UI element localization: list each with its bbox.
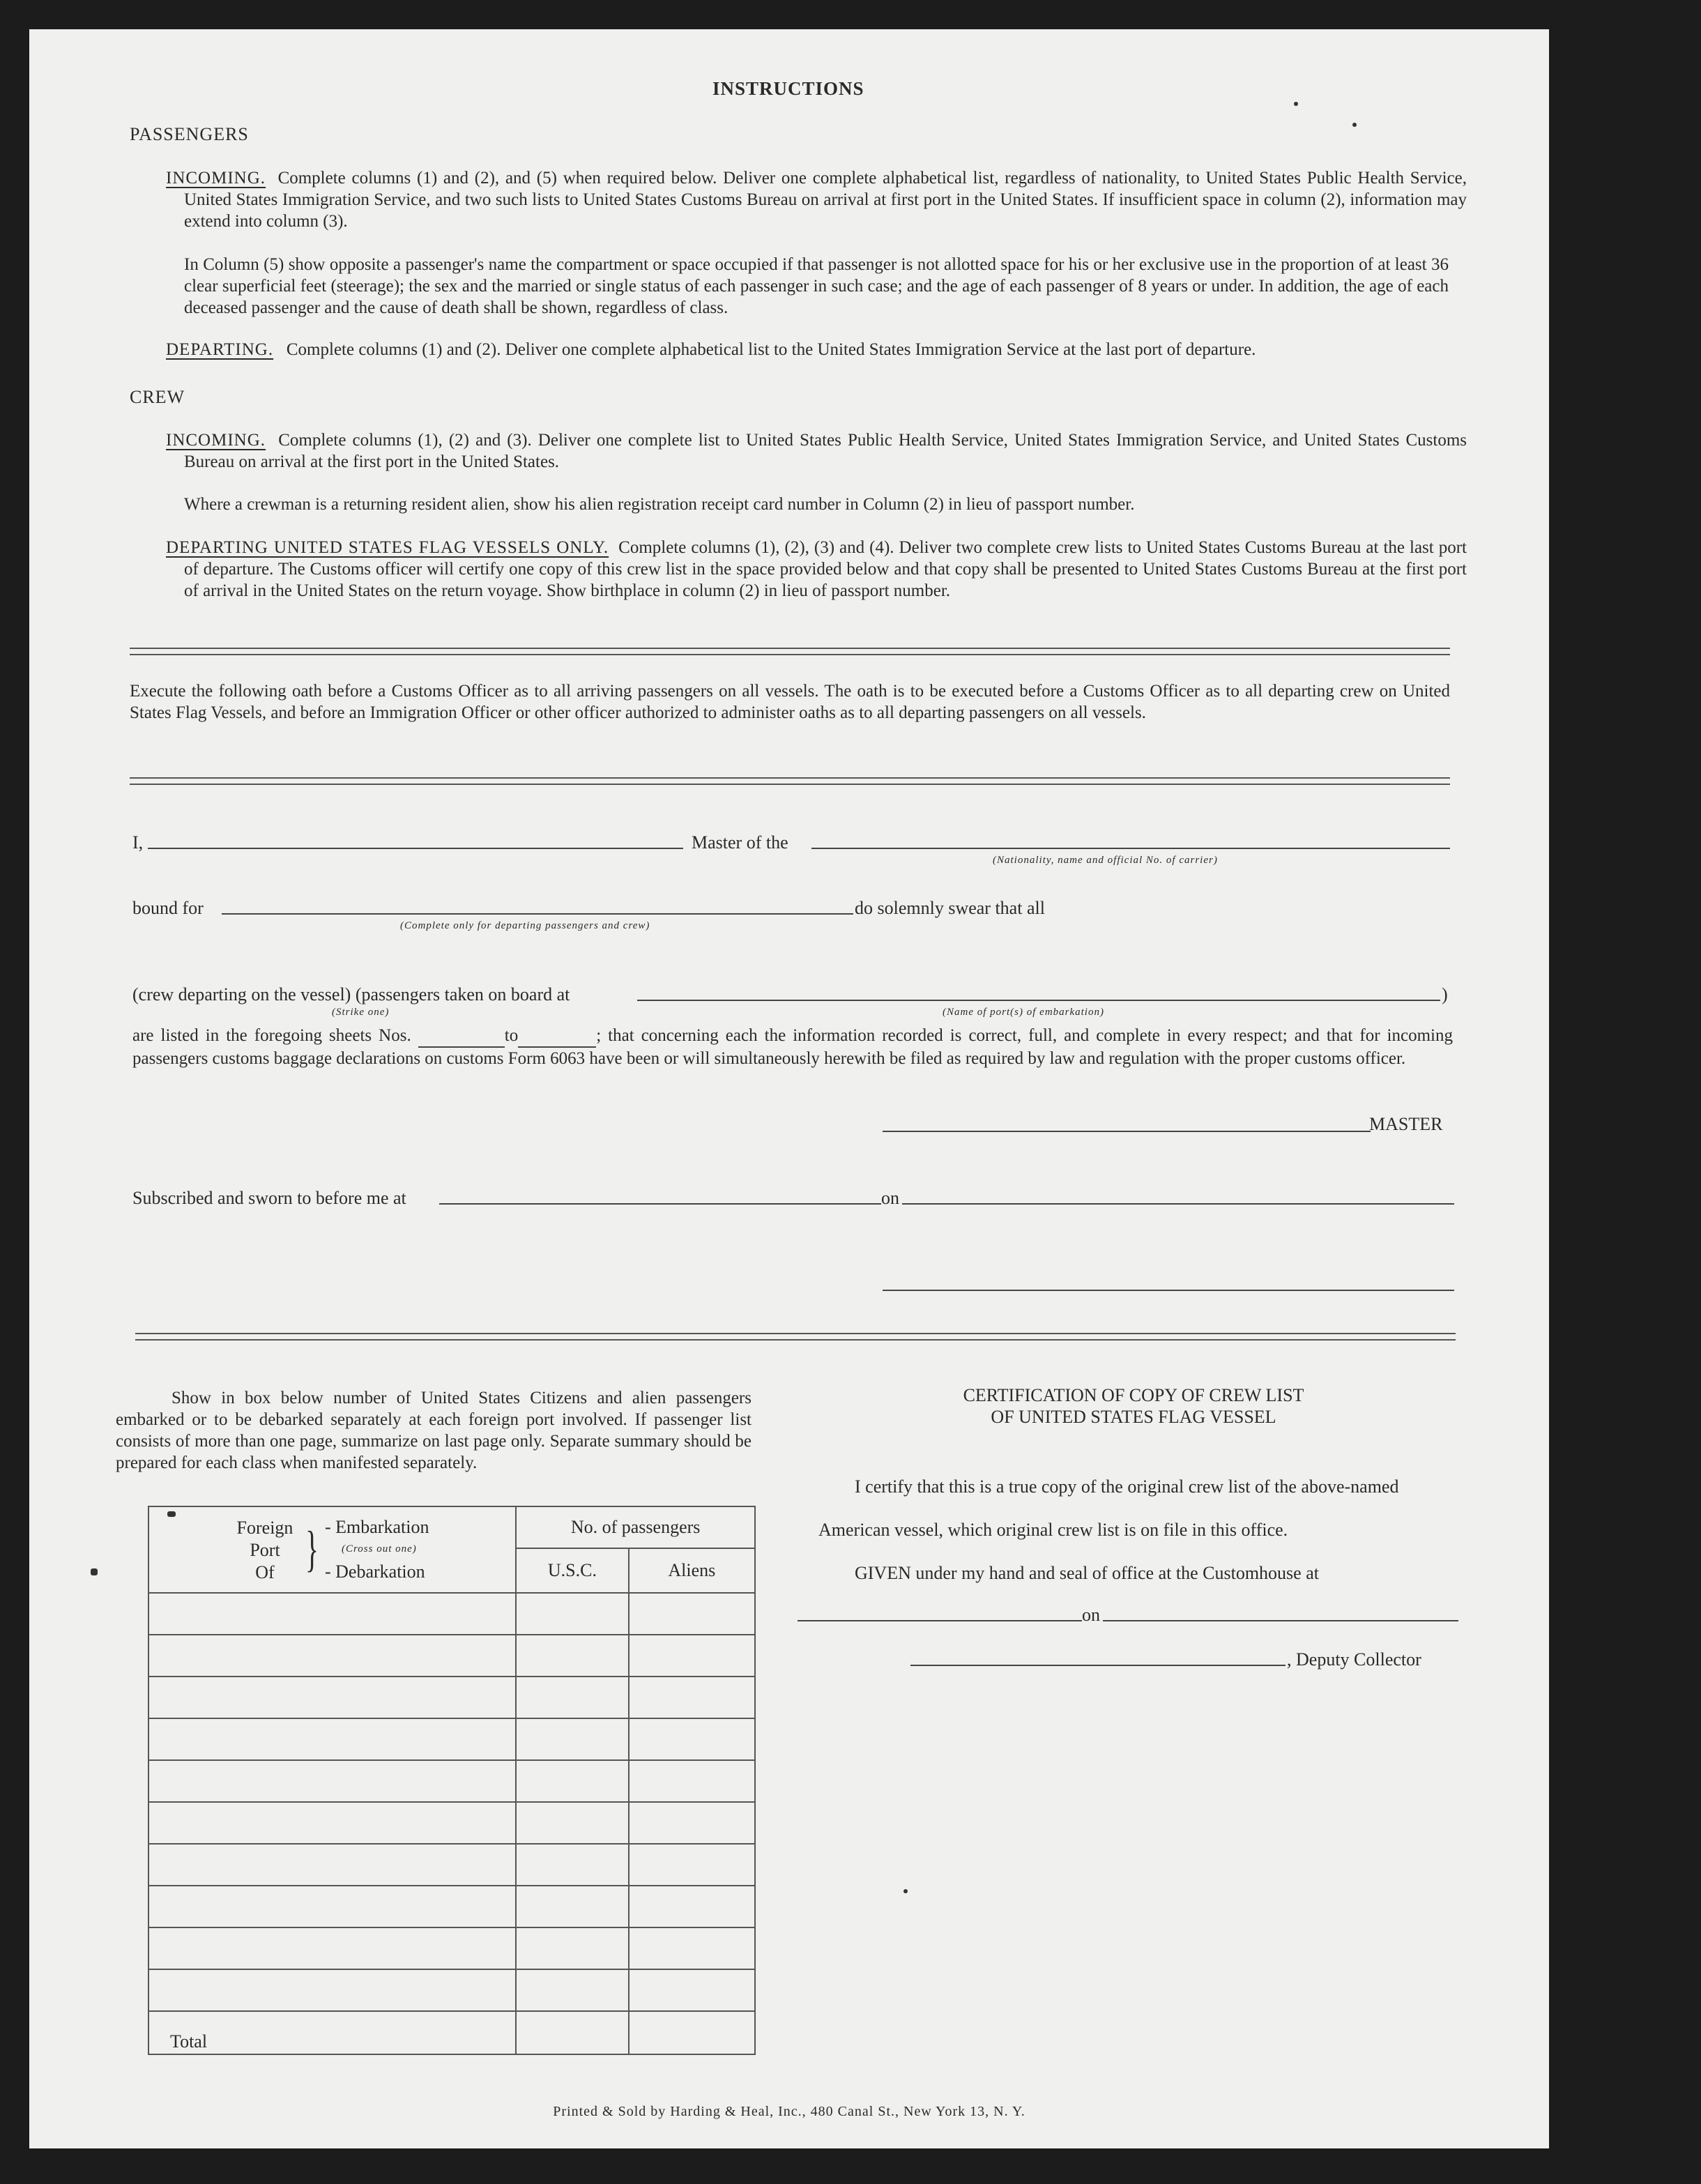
officer-signature-field[interactable]	[883, 1290, 1454, 1291]
aliens-cell[interactable]	[629, 1718, 755, 1760]
crew-incoming-label: INCOMING.	[166, 431, 266, 450]
sheets-label: are listed in the foregoing sheets Nos.	[132, 1026, 411, 1045]
to-label: to	[504, 1026, 519, 1045]
port-cell[interactable]	[148, 1844, 516, 1886]
usc-cell[interactable]	[516, 1927, 628, 1969]
usc-cell[interactable]	[516, 1969, 628, 2011]
crew-resident-instructions: Where a crewman is a returning resident alien, show his alien registration receipt card number in Column (2) in lieu of passport number.	[184, 495, 1135, 514]
usc-cell[interactable]	[516, 1760, 628, 1802]
passengers-departing-instructions	[166, 339, 1449, 360]
table-row	[148, 1677, 755, 1718]
bound-for-caption: (Complete only for departing passengers and crew)	[400, 920, 650, 931]
crew-incoming-instructions	[166, 429, 1467, 473]
summary-instructions: Show in box below number of United States Citizens and alien passengers embarked or to be debarked separately at each foreign port involved. If passenger list consists of more than one page, summarize on last page only. Separate summary should be prepared for each class when manifested separately.	[116, 1389, 752, 1472]
port-label: Port	[250, 1540, 280, 1560]
aliens-cell[interactable]	[629, 1844, 755, 1886]
port-cell[interactable]	[148, 1969, 516, 2011]
section-divider	[130, 648, 1450, 655]
sheet-to-field[interactable]	[518, 1025, 596, 1048]
solemnly-swear-label: do solemnly swear that all	[855, 898, 1045, 918]
page-title: INSTRUCTIONS	[712, 78, 864, 99]
column5-instructions: In Column (5) show opposite a passenger's name the compartment or space occupied if that passenger is not allotted space for his or her exclusive use in the proportion of at least 36 clear superficial feet (steerage); the sex and the married or single status of each passenger in such case; and the age of each passenger of 8 years or under. In addition, the age of each deceased passenger and the cause of death shall be shown, regardless of class.	[184, 255, 1449, 317]
crew-departing-instructions	[166, 537, 1467, 602]
certification-title-line2: OF UNITED STATES FLAG VESSEL	[991, 1407, 1276, 1427]
scan-speck	[1352, 123, 1357, 127]
sworn-date-field[interactable]	[902, 1203, 1454, 1205]
deputy-collector-label: , Deputy Collector	[1287, 1649, 1421, 1670]
aliens-total-cell[interactable]	[629, 2011, 755, 2054]
master-label: MASTER	[1369, 1114, 1443, 1134]
passengers-incoming-text: Complete columns (1) and (2), and (5) when required below. Deliver one complete alphabetical list, regardless of nationality, to United States Public Health Service, United States Immigration Service, and two such lists to United States Customs Bureau on arrival at first port in the United States. If insufficient space in column (2), information may extend into column (3).	[184, 169, 1467, 231]
total-label: Total	[148, 2011, 516, 2054]
table-row	[148, 1969, 755, 2011]
table-row	[148, 1927, 755, 1969]
aliens-cell[interactable]	[629, 1886, 755, 1927]
foreign-port-header	[148, 1506, 516, 1593]
oath-i-label: I,	[132, 832, 144, 853]
scan-speck	[167, 1511, 176, 1517]
certification-line2: American vessel, which original crew list is on file in this office.	[818, 1520, 1288, 1540]
certification-date-field[interactable]	[1103, 1620, 1458, 1621]
debarkation-label: - Debarkation	[325, 1561, 425, 1582]
carrier-field[interactable]	[811, 848, 1450, 849]
usc-total-cell[interactable]	[516, 2011, 628, 2054]
certification-line1: I certify that this is a true copy of the original crew list of the above-named	[855, 1476, 1399, 1497]
master-of-the-label: Master of the	[692, 832, 788, 853]
certification-title	[855, 1384, 1412, 1428]
section-divider	[135, 1333, 1456, 1341]
oath-instructions: Execute the following oath before a Customs Officer as to all arriving passengers on all vessels. The oath is to be executed before a Customs Officer as to all departing crew on United States Flag Vessels, and before an Immigration Officer or other officer authorized to administer oaths as to all departing passengers on all vessels.	[130, 682, 1450, 722]
certification-title-line1: CERTIFICATION OF COPY OF CREW LIST	[963, 1385, 1304, 1405]
port-cell[interactable]	[148, 1886, 516, 1927]
usc-cell[interactable]	[516, 1886, 628, 1927]
port-cell[interactable]	[148, 1677, 516, 1718]
embarkation-ports-field[interactable]	[637, 1000, 1440, 1001]
passengers-incoming-label: INCOMING.	[166, 169, 266, 188]
aliens-cell[interactable]	[629, 1802, 755, 1844]
cross-out-caption: (Cross out one)	[342, 1543, 417, 1555]
aliens-cell[interactable]	[629, 1635, 755, 1677]
table-row	[148, 1802, 755, 1844]
passenger-summary-table	[148, 1506, 756, 2055]
sworn-on-label: on	[881, 1188, 899, 1208]
table-row	[148, 1886, 755, 1927]
crew-passengers-label: (crew departing on the vessel) (passengers taken on board at	[132, 984, 570, 1005]
certification-line3: GIVEN under my hand and seal of office at the Customhouse at	[855, 1563, 1319, 1583]
strike-one-caption: (Strike one)	[332, 1007, 390, 1018]
passengers-incoming-instructions	[166, 167, 1467, 232]
aliens-cell[interactable]	[629, 1593, 755, 1635]
no-of-passengers-header: No. of passengers	[516, 1506, 755, 1548]
master-signature-field[interactable]	[883, 1131, 1371, 1132]
aliens-cell[interactable]	[629, 1969, 755, 2011]
deputy-collector-signature-field[interactable]	[910, 1665, 1286, 1666]
close-paren: )	[1442, 984, 1448, 1005]
sheets-statement-text: ; that concerning each the information recorded is correct, full, and complete in every respect; and that for incoming passengers customs baggage declarations on customs Form 6063 have been or will simultaneously herewith be filed as required by law and regulation with the proper customs officer.	[132, 1026, 1453, 1068]
carrier-caption: (Nationality, name and official No. of carrier)	[993, 855, 1218, 866]
section-divider	[130, 777, 1450, 785]
port-cell[interactable]	[148, 1802, 516, 1844]
aliens-header: Aliens	[629, 1548, 755, 1593]
table-row	[148, 1593, 755, 1635]
total-row	[148, 2011, 755, 2054]
embarkation-label: - Embarkation	[325, 1517, 429, 1537]
of-label: Of	[255, 1562, 275, 1582]
brace-icon: }	[305, 1521, 319, 1577]
table-row	[148, 1844, 755, 1886]
crew-departing-label: DEPARTING UNITED STATES FLAG VESSELS ONLY.	[166, 538, 609, 557]
sheet-from-field[interactable]	[418, 1025, 505, 1048]
bound-for-label: bound for	[132, 898, 204, 918]
port-cell[interactable]	[148, 1635, 516, 1677]
certification-on-label: on	[1082, 1605, 1100, 1625]
scan-speck	[903, 1889, 908, 1893]
foreign-label: Foreign	[236, 1518, 293, 1538]
usc-cell[interactable]	[516, 1718, 628, 1760]
usc-cell[interactable]	[516, 1677, 628, 1718]
table-row	[148, 1635, 755, 1677]
port-cell[interactable]	[148, 1593, 516, 1635]
passengers-departing-text: Complete columns (1) and (2). Deliver one complete alphabetical list to the United States Immigration Service at the last port of departure.	[286, 340, 1256, 359]
port-cell[interactable]	[148, 1718, 516, 1760]
crew-departing-text: Complete columns (1), (2), (3) and (4). Deliver two complete crew lists to United States Customs Bureau at the last port of departure. The Customs officer will certify one copy of this crew list in the space provided below and that copy shall be presented to United States Customs Bureau at the first port of arrival in the United States on the return voyage. Show birthplace in column (2) in lieu of passport number.	[184, 538, 1467, 600]
passengers-departing-label: DEPARTING.	[166, 340, 274, 359]
usc-cell[interactable]	[516, 1593, 628, 1635]
crew-heading: CREW	[130, 387, 185, 407]
sworn-place-field[interactable]	[439, 1203, 881, 1205]
aliens-cell[interactable]	[629, 1677, 755, 1718]
scan-speck	[91, 1568, 98, 1575]
crew-incoming-text: Complete columns (1), (2) and (3). Deliver one complete list to United States Public Health Service, United States Immigration Service, and United States Customs Bureau on arrival at the first port in the United States.	[184, 431, 1467, 471]
bound-for-field[interactable]	[222, 913, 853, 915]
master-name-field[interactable]	[148, 848, 683, 849]
port-cell[interactable]	[148, 1927, 516, 1969]
usc-cell[interactable]	[516, 1635, 628, 1677]
table-row	[148, 1718, 755, 1760]
scan-speck	[1294, 102, 1298, 106]
passengers-heading: PASSENGERS	[130, 124, 249, 144]
customhouse-field[interactable]	[798, 1620, 1082, 1621]
sheets-statement	[132, 1025, 1453, 1069]
subscribed-label: Subscribed and sworn to before me at	[132, 1188, 406, 1208]
usc-cell[interactable]	[516, 1802, 628, 1844]
printer-footer: Printed & Sold by Harding & Heal, Inc., 480 Canal St., New York 13, N. Y.	[553, 2104, 1025, 2119]
usc-cell[interactable]	[516, 1844, 628, 1886]
usc-header: U.S.C.	[516, 1548, 628, 1593]
port-cell[interactable]	[148, 1760, 516, 1802]
ports-caption: (Name of port(s) of embarkation)	[943, 1007, 1104, 1018]
aliens-cell[interactable]	[629, 1760, 755, 1802]
aliens-cell[interactable]	[629, 1927, 755, 1969]
table-row	[148, 1760, 755, 1802]
